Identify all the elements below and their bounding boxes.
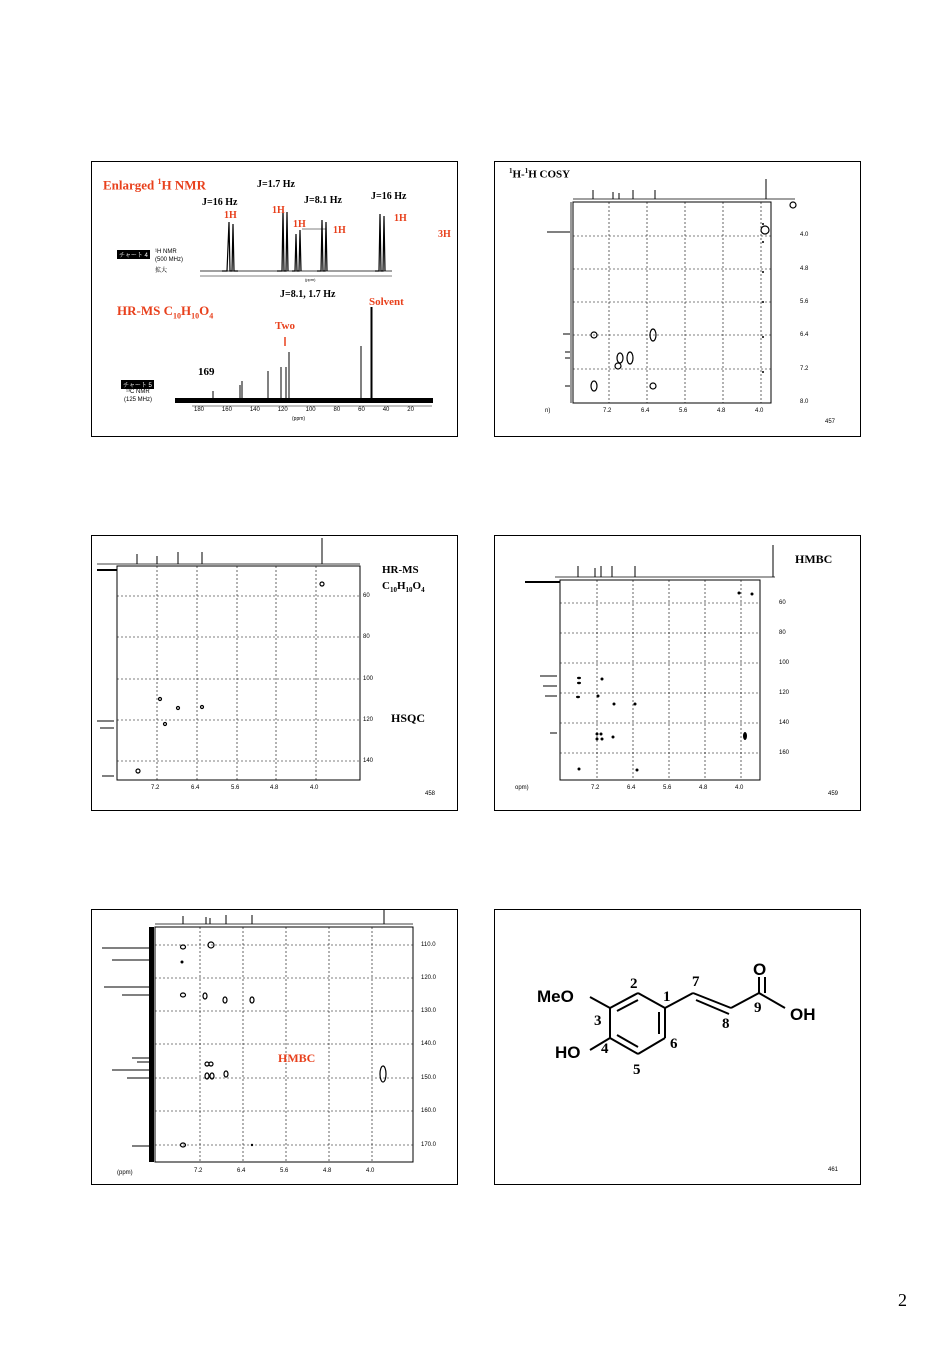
y-tick: 100: [363, 676, 374, 682]
x-tick: 6.4: [191, 785, 200, 791]
atom-number: 3: [594, 1013, 602, 1029]
y-tick: 8.0: [800, 399, 809, 405]
c13-axis-unit: (ppm): [292, 416, 306, 422]
methoxy-label: MeO: [537, 987, 574, 1006]
value-169: 169: [198, 366, 215, 378]
y-tick: 6.4: [800, 332, 809, 338]
coupling-label: J=8.1, 1.7 Hz: [280, 289, 336, 300]
hmbc-spectrum: [495, 536, 861, 811]
hydroxy-label: HO: [555, 1043, 581, 1062]
y-tick: 120: [363, 717, 374, 723]
y-tick: 100: [779, 660, 790, 666]
y-tick: 140: [779, 720, 790, 726]
x-tick: 7.2: [151, 785, 160, 791]
hmbc-expanded-spectrum: [92, 910, 458, 1185]
chart4-desc: 拡大: [155, 268, 168, 274]
x-tick: 5.6: [280, 1168, 289, 1174]
atom-number: 9: [754, 1000, 762, 1016]
coupling-label: J=16 Hz: [371, 191, 407, 202]
x-tick: 4.0: [735, 785, 744, 791]
hrms-label: HR-MS: [382, 564, 419, 576]
chart5-desc: (125 MHz): [124, 397, 153, 403]
y-tick: 150.0: [421, 1075, 437, 1081]
atom-number: 4: [601, 1041, 609, 1057]
structure-text: [495, 910, 861, 1185]
atom-number: 6: [670, 1036, 678, 1052]
proton-count-label: 1H: [293, 219, 306, 230]
x-tick: 4.0: [366, 1168, 375, 1174]
page-number: 2: [898, 1290, 907, 1310]
c13-tick: 140: [249, 407, 260, 413]
x-tick: 6.4: [641, 408, 650, 414]
c13-tick: 20: [407, 407, 414, 413]
coupling-label: J=1.7 Hz: [257, 179, 295, 190]
slide-cosy: [494, 161, 861, 437]
x-tick: 4.8: [323, 1168, 332, 1174]
axis-stub: n): [545, 408, 551, 414]
x-tick: 6.4: [237, 1168, 246, 1174]
slide-hmbc-expanded: [91, 909, 458, 1185]
y-tick: 60: [363, 593, 370, 599]
c13-axis-ticks: [194, 407, 414, 413]
x-tick: 4.8: [717, 408, 726, 414]
c13-tick: 180: [194, 407, 205, 413]
y-tick: 7.2: [800, 366, 809, 372]
slide-ref: 459: [828, 791, 839, 797]
hmbc-label: HMBC: [795, 552, 833, 566]
chart4-desc: (500 MHz): [155, 257, 184, 263]
x-tick: 4.0: [310, 785, 319, 791]
y-tick: 160.0: [421, 1108, 437, 1114]
y-tick: 120.0: [421, 975, 437, 981]
chart4-badge: チャート 4: [117, 250, 150, 259]
x-tick: 6.4: [627, 785, 636, 791]
chart5-desc: ¹³C NMR: [126, 389, 150, 395]
proton-count-label: 1H: [394, 213, 407, 224]
x-tick: 7.2: [591, 785, 600, 791]
x-tick: 7.2: [603, 408, 612, 414]
proton-count-label: 3H: [438, 229, 451, 240]
slide-enlarged-1h-nmr: [91, 161, 458, 437]
solvent-label: Solvent: [369, 296, 404, 308]
hrms-formula: HR-MS $C_{10}H_{10}O_4$: [117, 303, 214, 321]
y-tick: 160: [779, 750, 790, 756]
x-tick: 5.6: [663, 785, 672, 791]
two-label: Two: [275, 320, 295, 332]
slide1-title: Enlarged $^1$H NMR: [103, 177, 206, 193]
slide-structure: [494, 909, 861, 1185]
atom-number: 2: [630, 976, 638, 992]
coupling-label: J=8.1 Hz: [304, 195, 342, 206]
x-tick: 4.8: [270, 785, 279, 791]
axis-stub: opm): [515, 785, 529, 791]
y-tick: 120: [779, 690, 790, 696]
y-tick: 4.0: [800, 232, 809, 238]
c13-tick: 160: [221, 407, 232, 413]
y-tick: 80: [779, 630, 786, 636]
y-tick: 60: [779, 600, 786, 606]
atom-number: 5: [633, 1062, 641, 1078]
carbonyl-oxygen-label: O: [753, 960, 767, 979]
y-tick: 130.0: [421, 1008, 437, 1014]
h1-axis-unit: (ppm): [305, 277, 316, 282]
slide-ref: 457: [825, 419, 836, 425]
slide-hsqc: [91, 535, 458, 811]
proton-count-label: 1H: [333, 225, 346, 236]
hsqc-spectrum: [92, 536, 458, 811]
slide-ref: 458: [425, 791, 436, 797]
slide-ref: 461: [828, 1167, 839, 1173]
acid-oh-label: OH: [790, 1005, 816, 1024]
coupling-label: J=16 Hz: [202, 197, 238, 208]
y-tick: 110.0: [421, 942, 436, 948]
proton-count-label: 1H: [272, 205, 285, 216]
c13-tick: 40: [382, 407, 390, 413]
c13-tick: 60: [358, 407, 365, 413]
x-tick: 5.6: [679, 408, 688, 414]
y-tick: 5.6: [800, 299, 809, 305]
chart4-desc: ¹H NMR: [155, 249, 177, 255]
y-tick: 140: [363, 758, 374, 764]
c13-tick: 120: [277, 407, 288, 413]
x-tick: 4.8: [699, 785, 708, 791]
y-tick: 80: [363, 634, 370, 640]
x-tick: 4.0: [755, 408, 764, 414]
slide2-title: $^1$H-$^1$H COSY: [509, 167, 571, 181]
axis-unit: (ppm): [117, 1170, 133, 1176]
atom-number: 1: [663, 989, 671, 1005]
slide-hmbc: [494, 535, 861, 811]
x-tick: 5.6: [231, 785, 240, 791]
chart5-badge: チャート 5: [121, 380, 154, 389]
c13-tick: 80: [333, 407, 341, 413]
atom-number: 7: [692, 974, 700, 990]
y-tick: 140.0: [421, 1041, 437, 1047]
y-tick: 4.8: [800, 266, 809, 272]
hmbc-label: HMBC: [278, 1051, 316, 1065]
hsqc-label: HSQC: [391, 711, 426, 725]
x-tick: 7.2: [194, 1168, 203, 1174]
proton-count-label: 1H: [224, 210, 237, 221]
hrms-formula: $C_{10}H_{10}O_4$: [382, 580, 425, 595]
atom-number: 8: [722, 1016, 730, 1032]
y-tick: 170.0: [421, 1142, 437, 1148]
c13-tick: 100: [305, 407, 316, 413]
